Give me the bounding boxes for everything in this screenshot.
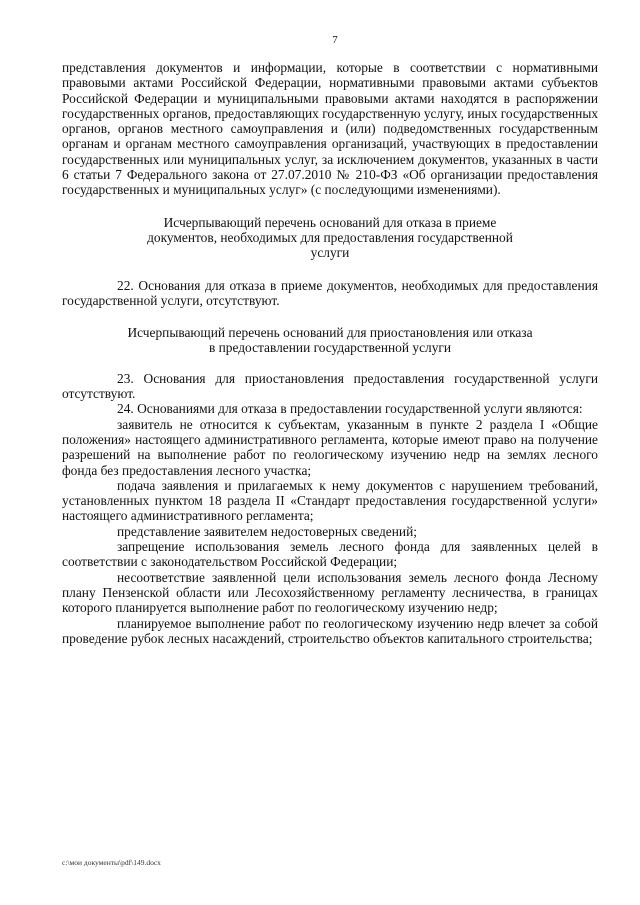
list-item: подача заявления и прилагаемых к нему документов с нарушением требований, установленных пунктом 18 раздела II «Стандарт предоставления государственной услуги» настоящего административного регламента; [62, 477, 598, 524]
list-item: запрещение использования земель лесного фонда для заявленных целей в соответствии с законодательством Российской Федерации; [62, 539, 598, 570]
page-number: 7 [332, 34, 338, 46]
list-item: несоответствие заявленной цели использования земель лесного фонда Лесному плану Пензенской области или Лесохозяйственному регламенту лесничества, в границах которого планируется выполнение работ по геологическому изучению недр; [62, 569, 598, 616]
footer-file-path: c:\мои документы\pdf\149.docx [62, 858, 161, 867]
list-item: заявитель не относится к субъектам, указанным в пункте 2 раздела I «Общие положения» настоящего административного регламента, которые имеют право на получение разрешений на выполнение работ по геологическому изучению недр на землях лесного фонда без предоставления лесного участка; [62, 416, 598, 478]
heading-line: документов, необходимых для предоставления государственной [147, 229, 513, 245]
paragraph-intro: представления документов и информации, которые в соответствии с нормативными правовыми актами Российской Федерации, нормативными правовыми актами субъектов Российской Федерации и муниципальными правовыми актами находятся в распоряжении государственных органов, предоставляющих государственную услугу, иных государственных органов, органов местного самоуправления и (или) подведомственных государственным органам и органам местного самоуправления организаций, участвующих в предоставлении государственных или муниципальных услуг, за исключением документов, указанных в части 6 статьи 7 Федерального закона от 27.07.2010 № 210-ФЗ «Об организации предоставления государственных и муниципальных услуг» (с последующими изменениями). [62, 60, 599, 198]
paragraph-22: 22. Основания для отказа в приеме документов, необходимых для предоставления государственной услуги, отсутствуют. [62, 277, 598, 308]
heading-line: услуги [310, 245, 350, 261]
heading-suspension-refusal [62, 325, 598, 356]
document-body [62, 60, 598, 646]
heading-refusal-reception [62, 215, 598, 261]
paragraph-23: 23. Основания для приостановления предоставления государственной услуги отсутствуют. [62, 370, 598, 402]
paragraph-24: 24. Основаниями для отказа в предоставлении государственной услуги являются: [117, 401, 583, 417]
heading-line: в предоставлении государственной услуги [208, 340, 452, 356]
heading-line: Исчерпывающий перечень оснований для приостановления или отказа [127, 325, 533, 341]
list-item: планируемое выполнение работ по геологическому изучению недр влечет за собой проведение рубок лесных насаждений, строительство объектов капитального строительства; [62, 615, 598, 646]
list-item: представление заявителем недостоверных сведений; [117, 523, 417, 539]
heading-line: Исчерпывающий перечень оснований для отказа в приеме [163, 214, 497, 230]
